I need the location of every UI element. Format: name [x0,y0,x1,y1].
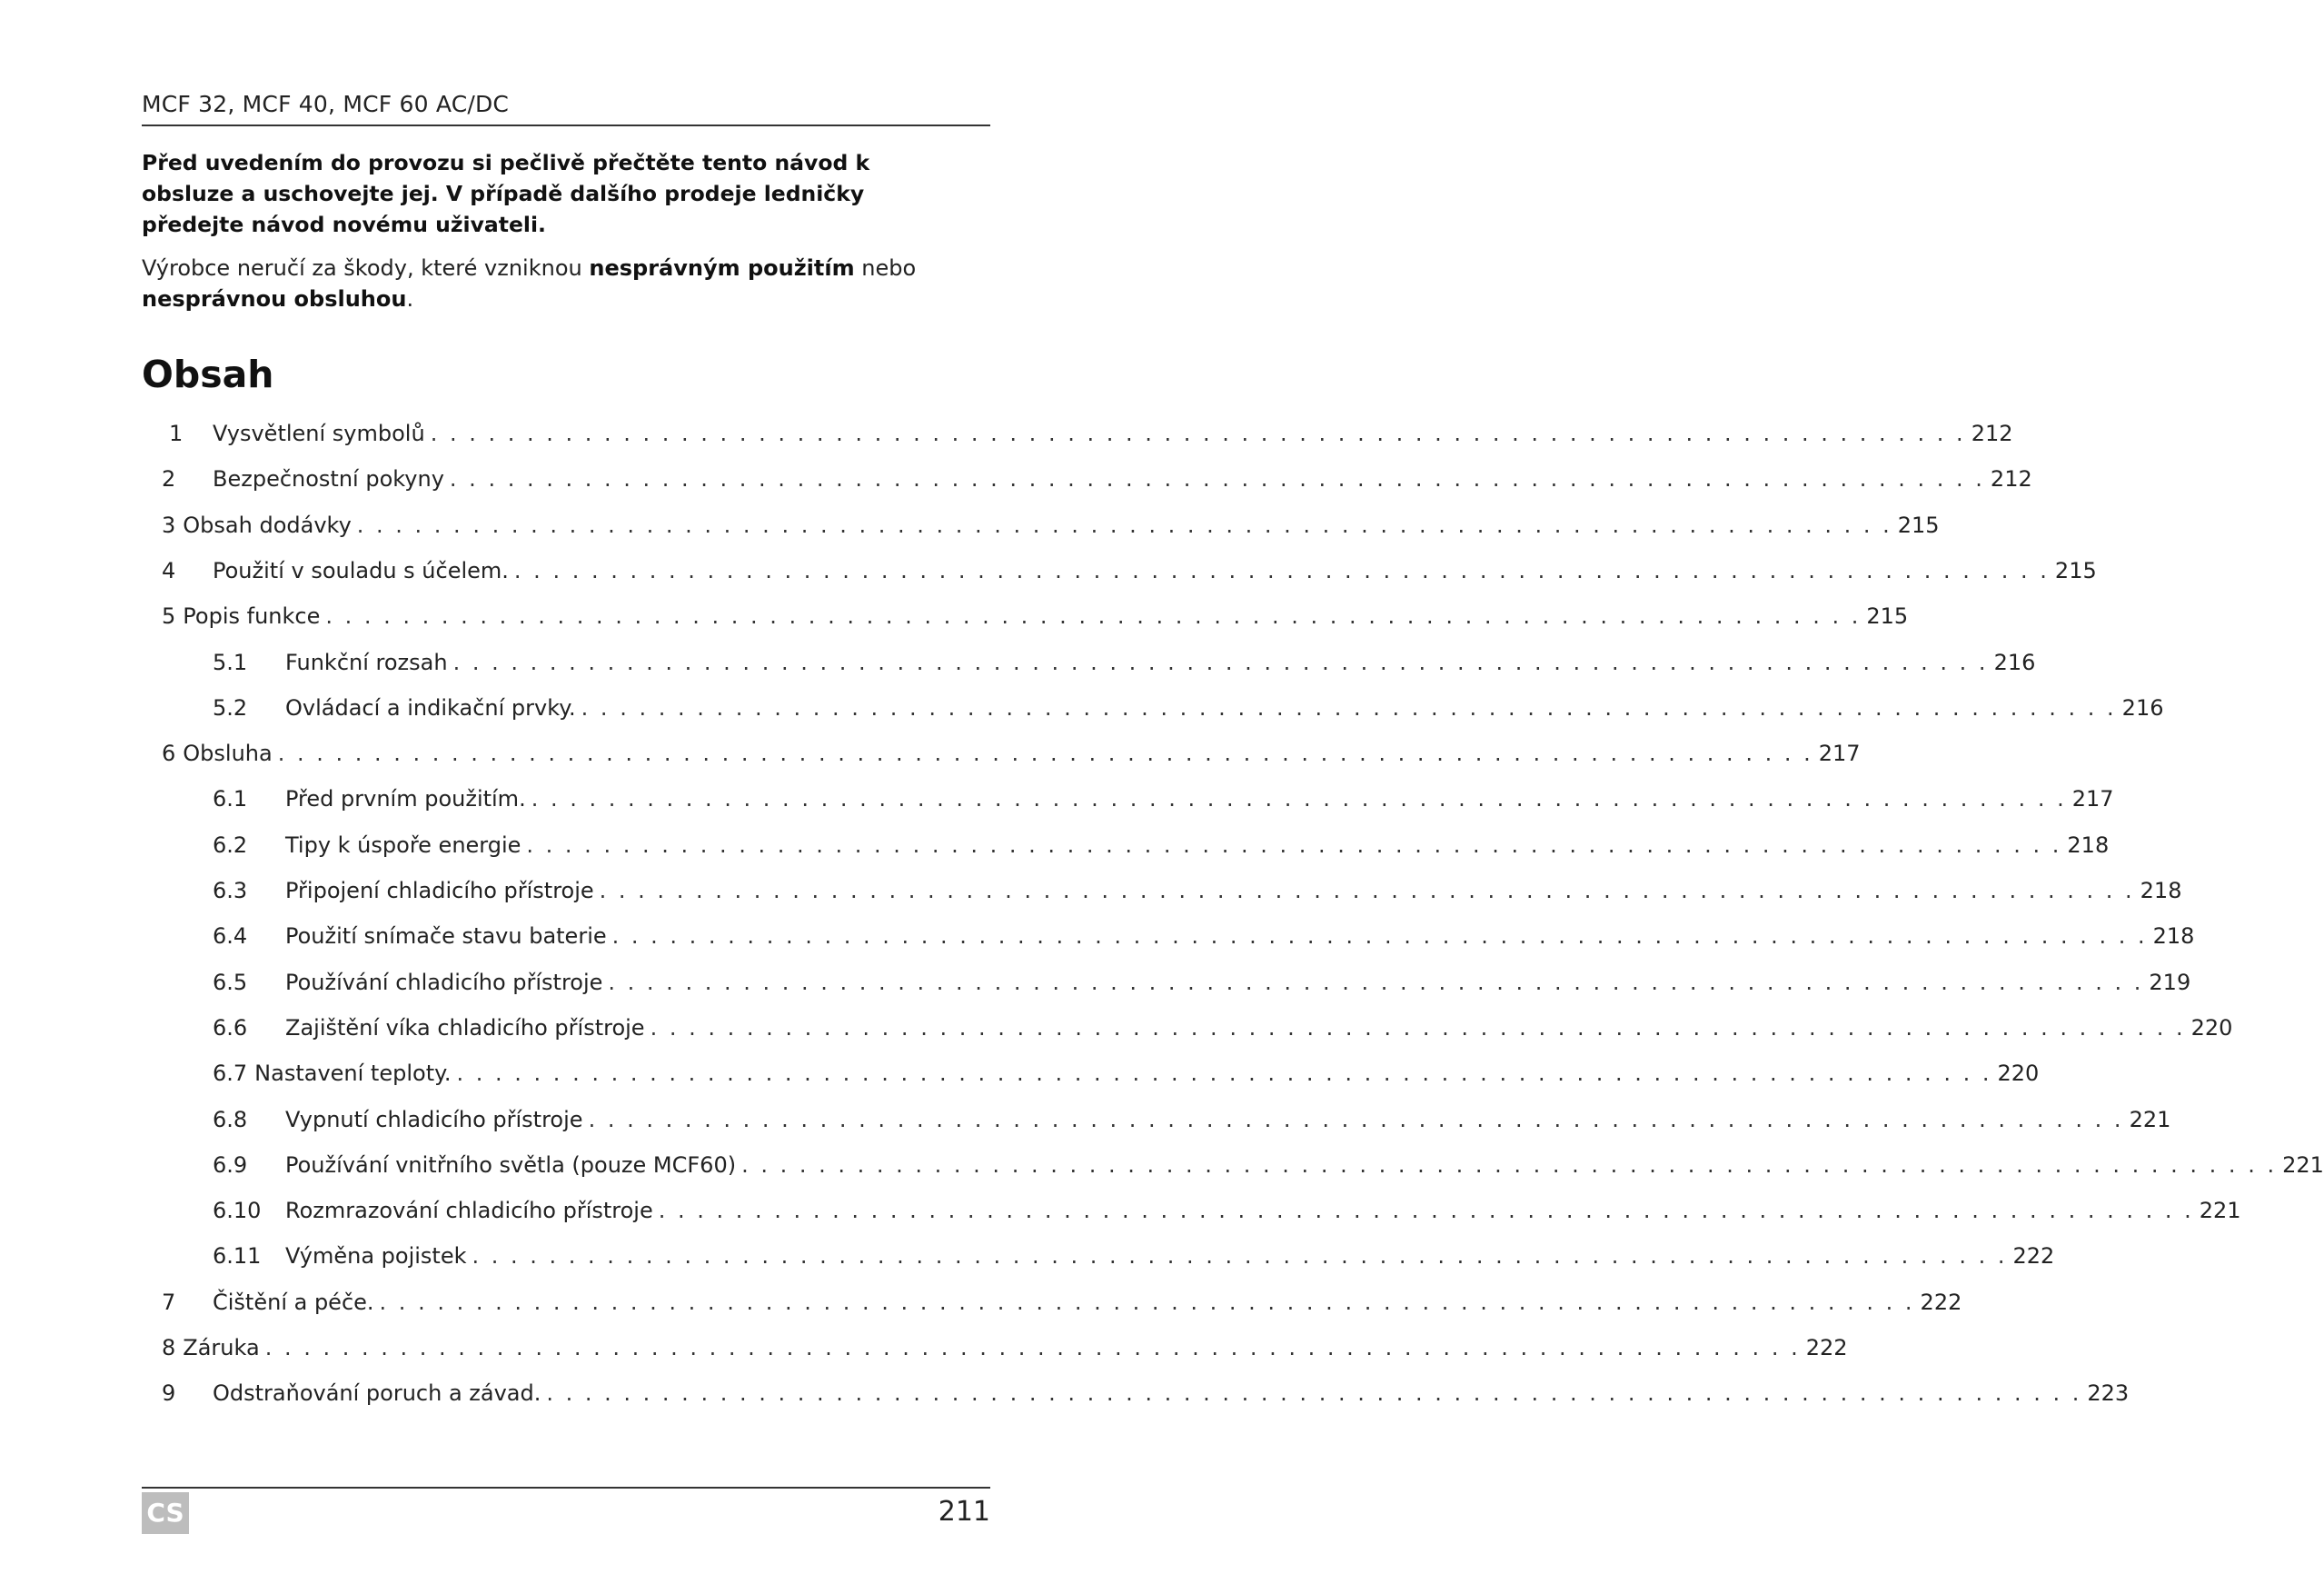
toc-entry-number: 6 [162,741,176,766]
toc-entry [213,692,2164,723]
toc-entry-number: 3 [162,513,176,538]
liability-disclaimer [142,253,959,314]
toc-entry [162,738,1861,769]
toc-entry-page: 218 [2067,832,2110,858]
toc-entry-page: 217 [1818,741,1861,766]
toc-entry-number: 5 [162,603,176,629]
toc-dot-leader: . . . . . . . . . . . . . . . . . . . . . . . . . . . . . . . . . . . . . . . . . . . . . . . . . . . . . . . . . . . . . . . . . . . . . . . . . . . . . . . . [449,466,1985,492]
toc-entry [162,1332,1848,1363]
toc-entry-title: Tipy k úspoře energie [285,832,521,858]
disclaimer-text: Výrobce neručí za škody, které vzniknou [142,255,590,281]
toc-entry [162,601,1909,632]
toc-entry-page: 212 [1971,421,2013,446]
toc-entry-page: 218 [2152,923,2195,949]
toc-entry [213,967,2191,998]
toc-dot-leader: . . . . . . . . . . . . . . . . . . . . . . . . . . . . . . . . . . . . . . . . . . . . . . . . . . . . . . . . . . . . . . . . . . . . . . . . . . . . . . . . [526,832,2062,858]
toc-entry-number: 6.8 [213,1107,248,1132]
toc-title: Obsah [142,353,274,396]
toc-entry-title: Ovládací a indikační prvky. [285,695,576,721]
toc-entry-number: 8 [162,1335,176,1360]
page-number: 211 [938,1496,990,1528]
toc-entry-page: 223 [2087,1380,2130,1406]
toc-entry-title: Čištění a péče. [213,1290,374,1315]
toc-entry-number: 1 [169,421,184,446]
toc-dot-leader: . . . . . . . . . . . . . . . . . . . . . . . . . . . . . . . . . . . . . . . . . . . . . . . . . . . . . . . . . . . . . . . . . . . . . . . . . . . . . . . . [531,786,2067,812]
toc-entry-number: 6.4 [213,923,248,949]
toc-entry-page: 217 [2071,786,2114,812]
toc-entry-title: Výměna pojistek [285,1243,467,1269]
toc-entry-number: 6.11 [213,1243,262,1269]
toc-entry-title: Obsluha [183,741,273,766]
toc-entry-page: 215 [2054,558,2097,583]
disclaimer-bold-improper-operation: nesprávnou obsluhou [142,286,407,312]
toc-entry-title: Obsah dodávky [183,513,352,538]
toc-entry-page: 220 [1997,1061,2040,1086]
toc-entry [162,555,2097,586]
toc-dot-leader: . . . . . . . . . . . . . . . . . . . . . . . . . . . . . . . . . . . . . . . . . . . . . . . . . . . . . . . . . . . . . . . . . . . . . . . . . . . . . . . . [379,1290,1915,1315]
toc-entry-title: Před prvním použitím. [285,786,526,812]
toc-entry [169,418,2013,449]
toc-dot-leader: . . . . . . . . . . . . . . . . . . . . . . . . . . . . . . . . . . . . . . . . . . . . . . . . . . . . . . . . . . . . . . . . . . . . . . . . . . . . . . . . [325,603,1862,629]
toc-entry-title: Vypnutí chladicího přístroje [285,1107,583,1132]
toc-entry-title: Vysvětlení symbolů [213,421,425,446]
toc-entry-title: Používání vnitřního světla (pouze MCF60) [285,1152,737,1178]
toc-entry-title: Zajištění víka chladicího přístroje [285,1015,645,1041]
toc-dot-leader: . . . . . . . . . . . . . . . . . . . . . . . . . . . . . . . . . . . . . . . . . . . . . . . . . . . . . . . . . . . . . . . . . . . . . . . . . . . . . . . . [599,878,2135,903]
toc-dot-leader: . . . . . . . . . . . . . . . . . . . . . . . . . . . . . . . . . . . . . . . . . . . . . . . . . . . . . . . . . . . . . . . . . . . . . . . . . . . . . . . . [356,513,1892,538]
toc-dot-leader: . . . . . . . . . . . . . . . . . . . . . . . . . . . . . . . . . . . . . . . . . . . . . . . . . . . . . . . . . . . . . . . . . . . . . . . . . . . . . . . . [588,1107,2124,1132]
toc-dot-leader: . . . . . . . . . . . . . . . . . . . . . . . . . . . . . . . . . . . . . . . . . . . . . . . . . . . . . . . . . . . . . . . . . . . . . . . . . . . . . . . . [472,1243,2008,1269]
toc-entry-title: Nastavení teploty. [254,1061,452,1086]
toc-entry [162,510,1940,541]
toc-entry-title: Použití v souladu s účelem. [213,558,509,583]
disclaimer-text: nebo [854,255,917,281]
safety-warning: Před uvedením do provozu si pečlivě přečtěte tento návod k obsluze a uschovejte jej. V případě dalšího prodeje ledničky předejte návod novému uživateli. [142,150,870,237]
toc-entry-number: 9 [162,1380,176,1406]
toc-dot-leader: . . . . . . . . . . . . . . . . . . . . . . . . . . . . . . . . . . . . . . . . . . . . . . . . . . . . . . . . . . . . . . . . . . . . . . . . . . . . . . . . [658,1198,2194,1223]
toc-entry-title: Připojení chladicího přístroje [285,878,594,903]
toc-entry [213,1150,2324,1181]
toc-entry [213,647,2036,678]
toc-entry-number: 5.1 [213,650,248,675]
toc-entry [213,921,2195,951]
toc-entry-page: 222 [1920,1290,1962,1315]
toc-entry-number: 6.5 [213,970,248,995]
toc-dot-leader: . . . . . . . . . . . . . . . . . . . . . . . . . . . . . . . . . . . . . . . . . . . . . . . . . . . . . . . . . . . . . . . . . . . . . . . . . . . . . . . . [456,1061,1992,1086]
footer-divider [142,1487,990,1489]
toc-entry [213,875,2182,906]
toc-entry-page: 216 [1993,650,2036,675]
toc-entry-page: 219 [2149,970,2191,995]
toc-entry-title: Odstraňování poruch a závad. [213,1380,541,1406]
toc-entry-title: Funkční rozsah [285,650,448,675]
toc-entry-title: Používání chladicího přístroje [285,970,603,995]
toc-entry-number: 6.1 [213,786,248,812]
toc-entry-page: 218 [2140,878,2182,903]
toc-entry [213,1058,2040,1089]
toc-dot-leader: . . . . . . . . . . . . . . . . . . . . . . . . . . . . . . . . . . . . . . . . . . . . . . . . . . . . . . . . . . . . . . . . . . . . . . . . . . . . . . . . [513,558,2050,583]
toc-dot-leader: . . . . . . . . . . . . . . . . . . . . . . . . . . . . . . . . . . . . . . . . . . . . . . . . . . . . . . . . . . . . . . . . . . . . . . . . . . . . . . . . [430,421,1966,446]
toc-dot-leader: . . . . . . . . . . . . . . . . . . . . . . . . . . . . . . . . . . . . . . . . . . . . . . . . . . . . . . . . . . . . . . . . . . . . . . . . . . . . . . . . [741,1152,2278,1178]
toc-entry [213,1104,2171,1135]
toc-dot-leader: . . . . . . . . . . . . . . . . . . . . . . . . . . . . . . . . . . . . . . . . . . . . . . . . . . . . . . . . . . . . . . . . . . . . . . . . . . . . . . . . [650,1015,2186,1041]
toc-entry-number: 2 [162,466,176,492]
toc-entry-page: 222 [2012,1243,2055,1269]
toc-entry-page: 220 [2190,1015,2233,1041]
toc-entry [213,1195,2241,1226]
toc-entry-page: 215 [1866,603,1909,629]
toc-entry-number: 6.10 [213,1198,262,1223]
toc-entry-number: 6.9 [213,1152,248,1178]
toc-entry-page: 221 [2282,1152,2324,1178]
toc-entry-title: Použití snímače stavu baterie [285,923,607,949]
toc-entry-number: 6.2 [213,832,248,858]
toc-entry [213,1240,2055,1271]
toc-dot-leader: . . . . . . . . . . . . . . . . . . . . . . . . . . . . . . . . . . . . . . . . . . . . . . . . . . . . . . . . . . . . . . . . . . . . . . . . . . . . . . . . [611,923,2148,949]
toc-entry-page: 222 [1805,1335,1848,1360]
toc-entry-number: 6.6 [213,1015,248,1041]
toc-entry-page: 221 [2129,1107,2171,1132]
toc-entry-title: Rozmrazování chladicího přístroje [285,1198,653,1223]
toc-dot-leader: . . . . . . . . . . . . . . . . . . . . . . . . . . . . . . . . . . . . . . . . . . . . . . . . . . . . . . . . . . . . . . . . . . . . . . . . . . . . . . . . [452,650,1989,675]
toc-dot-leader: . . . . . . . . . . . . . . . . . . . . . . . . . . . . . . . . . . . . . . . . . . . . . . . . . . . . . . . . . . . . . . . . . . . . . . . . . . . . . . . . [277,741,1813,766]
disclaimer-text: . [406,286,414,312]
toc-entry [162,1378,2130,1409]
disclaimer-bold-improper-use: nesprávným použitím [589,255,855,281]
toc-entry-title: Popis funkce [183,603,321,629]
toc-entry-number: 5.2 [213,695,248,721]
toc-entry-page: 216 [2121,695,2164,721]
toc-entry-number: 7 [162,1290,176,1315]
toc-entry-number: 6.3 [213,878,248,903]
language-badge: CS [142,1492,189,1534]
toc-entry-page: 221 [2199,1198,2241,1223]
toc-entry [213,830,2110,861]
toc-dot-leader: . . . . . . . . . . . . . . . . . . . . . . . . . . . . . . . . . . . . . . . . . . . . . . . . . . . . . . . . . . . . . . . . . . . . . . . . . . . . . . . . [264,1335,1801,1360]
toc-entry [162,1287,1962,1318]
toc-entry-title: Bezpečnostní pokyny [213,466,444,492]
toc-entry-title: Záruka [183,1335,260,1360]
toc-entry-page: 212 [1990,466,2032,492]
toc-entry [213,1012,2233,1043]
toc-dot-leader: . . . . . . . . . . . . . . . . . . . . . . . . . . . . . . . . . . . . . . . . . . . . . . . . . . . . . . . . . . . . . . . . . . . . . . . . . . . . . . . . [546,1380,2082,1406]
toc-dot-leader: . . . . . . . . . . . . . . . . . . . . . . . . . . . . . . . . . . . . . . . . . . . . . . . . . . . . . . . . . . . . . . . . . . . . . . . . . . . . . . . . [608,970,2144,995]
toc-entry-number: 4 [162,558,176,583]
toc-dot-leader: . . . . . . . . . . . . . . . . . . . . . . . . . . . . . . . . . . . . . . . . . . . . . . . . . . . . . . . . . . . . . . . . . . . . . . . . . . . . . . . . [581,695,2117,721]
running-header: MCF 32, MCF 40, MCF 60 AC/DC [142,91,990,126]
toc-entry [162,463,2032,494]
toc-entry-number: 6.7 [213,1061,248,1086]
toc-entry [213,783,2114,814]
toc-entry-page: 215 [1897,513,1940,538]
